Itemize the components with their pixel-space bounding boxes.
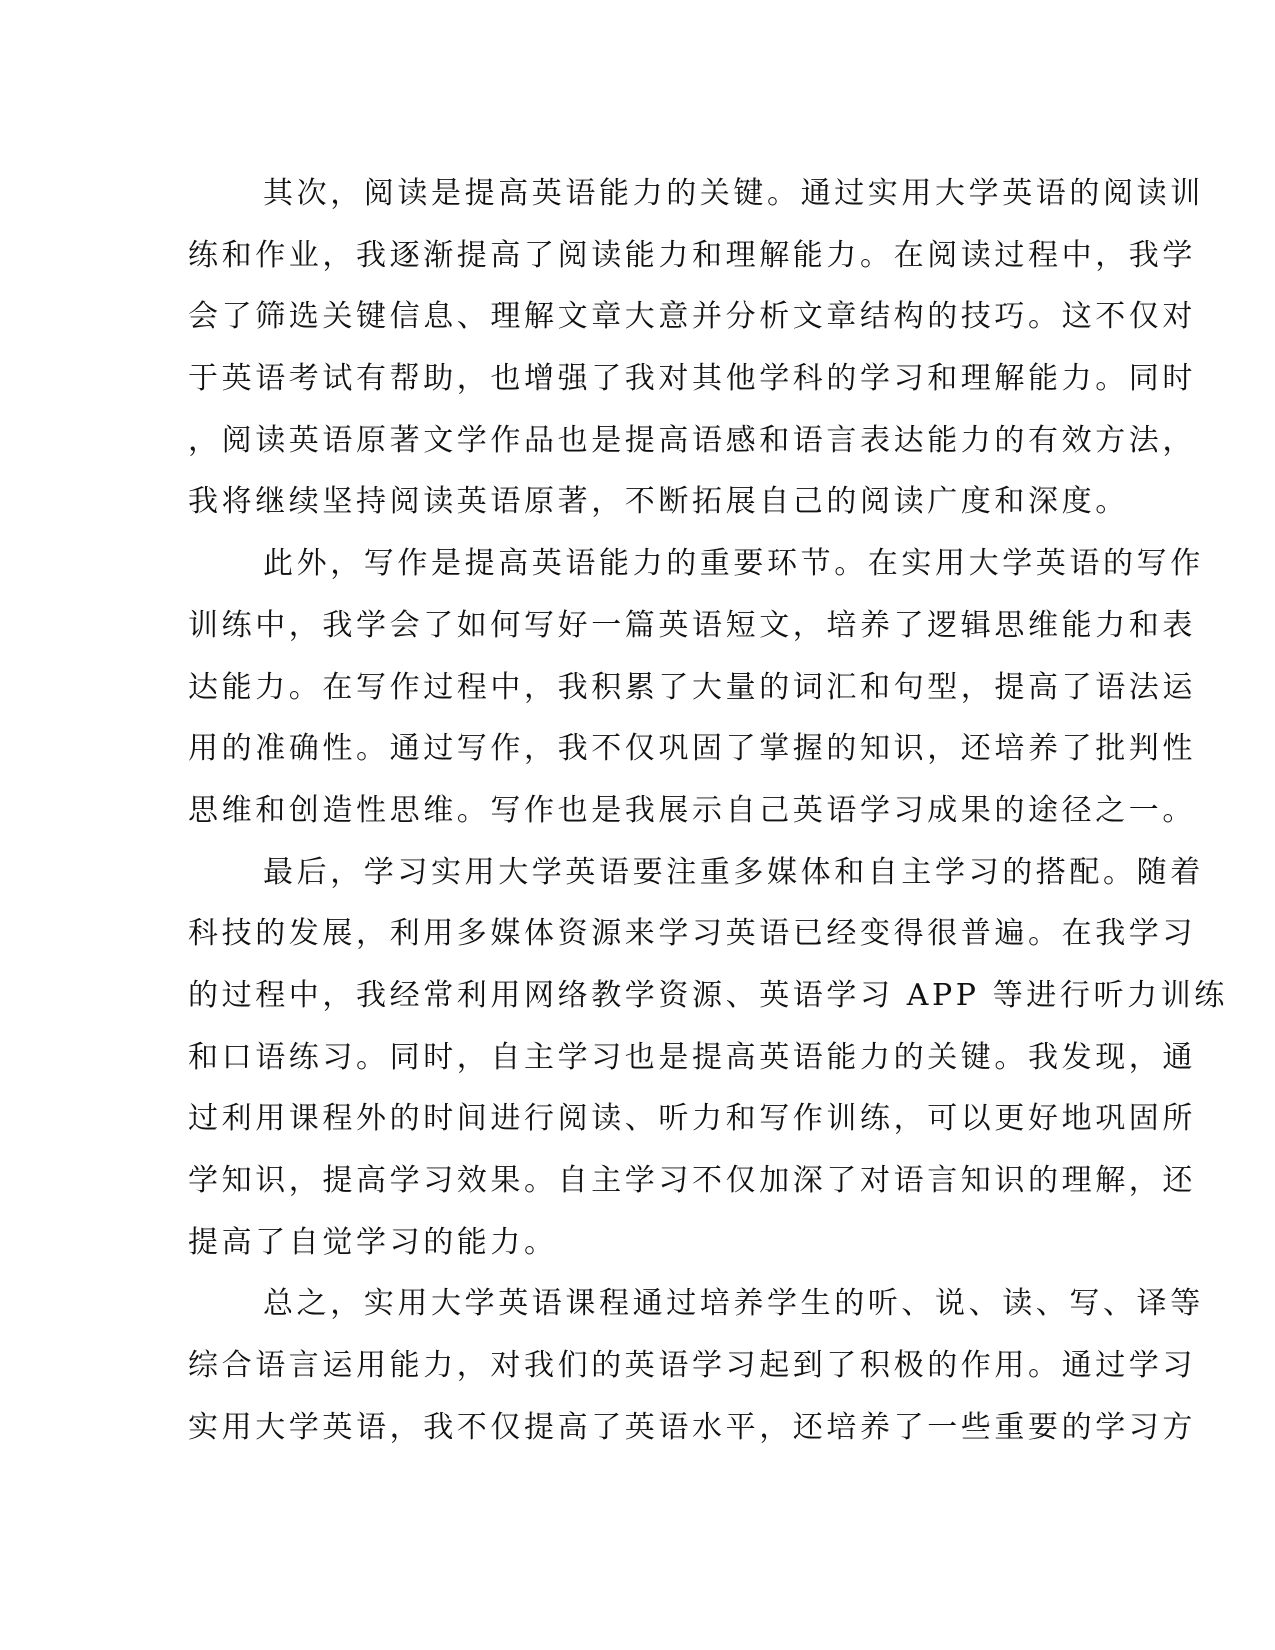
paragraph-4-line-3: 实用大学英语，我不仅提高了英语水平，还培养了一些重要的学习方 xyxy=(188,1409,1196,1445)
paragraph-3-line-2: 科技的发展，利用多媒体资源来学习英语已经变得很普遍。在我学习 xyxy=(188,916,1196,952)
paragraph-4-line-1: 总之，实用大学英语课程通过培养学生的听、说、读、写、译等 xyxy=(263,1286,1204,1322)
paragraph-3-line-1: 最后，学习实用大学英语要注重多媒体和自主学习的搭配。随着 xyxy=(263,854,1204,890)
paragraph-2-line-4: 用的准确性。通过写作，我不仅巩固了掌握的知识，还培养了批判性 xyxy=(188,731,1196,767)
document-body xyxy=(188,163,1228,1458)
paragraph-2-line-5: 思维和创造性思维。写作也是我展示自己英语学习成果的途径之一。 xyxy=(188,792,1196,828)
paragraph-1-line-1: 其次，阅读是提高英语能力的关键。通过实用大学英语的阅读训 xyxy=(263,176,1204,211)
paragraph-2-line-1: 此外，写作是提高英语能力的重要环节。在实用大学英语的写作 xyxy=(263,546,1204,582)
paragraph-3-line-6: 学知识，提高学习效果。自主学习不仅加深了对语言知识的理解，还 xyxy=(188,1163,1196,1198)
paragraph-3-line-7: 提高了自觉学习的能力。 xyxy=(188,1224,558,1260)
paragraph-1-line-2: 练和作业，我逐渐提高了阅读能力和理解能力。在阅读过程中，我学 xyxy=(188,237,1196,273)
paragraph-1-line-6: 我将继续坚持阅读英语原著，不断拓展自己的阅读广度和深度。 xyxy=(188,484,1129,520)
paragraph-1-line-3: 会了筛选关键信息、理解文章大意并分析文章结构的技巧。这不仅对 xyxy=(188,299,1196,335)
paragraph-4-line-2: 综合语言运用能力，对我们的英语学习起到了积极的作用。通过学习 xyxy=(188,1348,1196,1384)
paragraph-2-line-3: 达能力。在写作过程中，我积累了大量的词汇和句型，提高了语法运 xyxy=(188,669,1196,705)
paragraph-3-line-4: 和口语练习。同时，自主学习也是提高英语能力的关键。我发现，通 xyxy=(188,1039,1196,1075)
paragraph-3-line-5: 过利用课程外的时间进行阅读、听力和写作训练，可以更好地巩固所 xyxy=(188,1101,1196,1137)
paragraph-1-line-5: ，阅读英语原著文学作品也是提高语感和语言表达能力的有效方法， xyxy=(188,422,1196,458)
paragraph-1-line-4: 于英语考试有帮助，也增强了我对其他学科的学习和理解能力。同时 xyxy=(188,361,1196,397)
paragraph-3-line-3: 的过程中，我经常利用网络教学资源、英语学习 APP 等进行听力训练 xyxy=(188,977,1228,1013)
paragraph-2-line-2: 训练中，我学会了如何写好一篇英语短文，培养了逻辑思维能力和表 xyxy=(188,607,1196,643)
